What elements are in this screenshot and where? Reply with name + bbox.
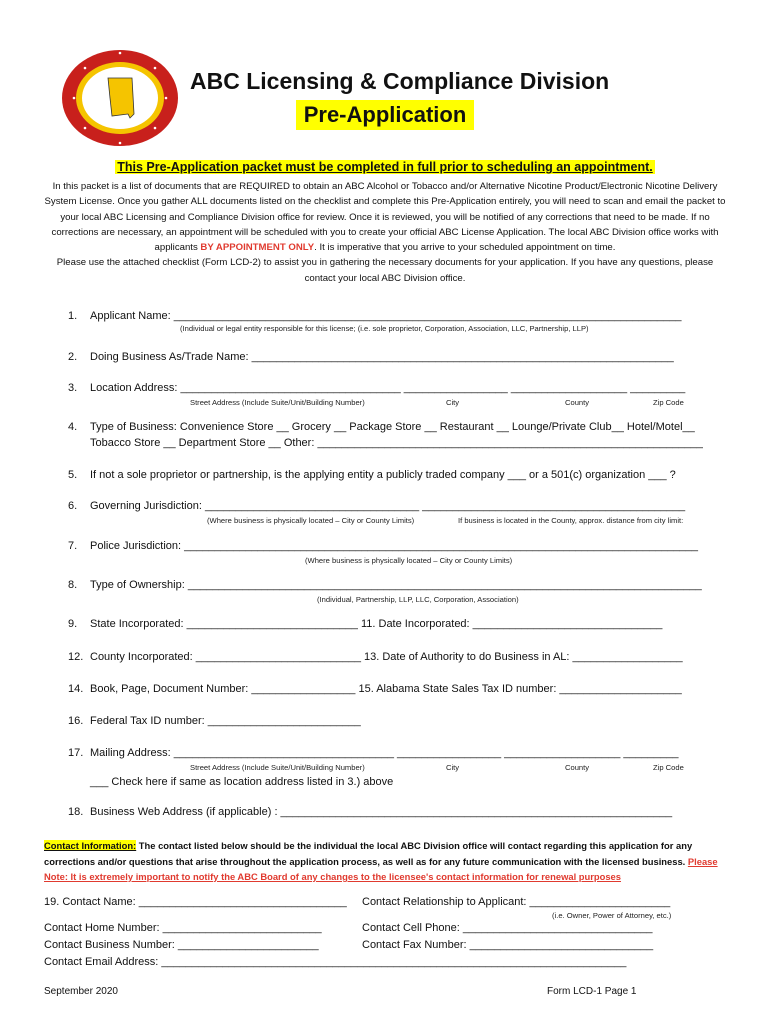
field-contact-relationship[interactable]: Contact Relationship to Applicant: _______________________ [362,896,671,908]
field-police-jurisdiction[interactable]: 7. Police Jurisdiction: ____________________________________________________________________________________ [68,540,699,552]
hint-jurisdiction-right: If business is located in the County, approx. distance from city limit: [458,516,684,525]
field-business-type[interactable]: 4. Type of Business: Convenience Store __ Grocery __ Package Store __ Restaurant __ Lounge/Private Club__ Hotel/Motel__ [68,421,695,433]
notice-text: This Pre-Application packet must be completed in full prior to scheduling an appointment. [117,160,653,174]
field-book-page[interactable]: 14. Book, Page, Document Number: _________________ 15. Alabama State Sales Tax ID number: ____________________ [68,683,682,695]
field-contact-business[interactable]: Contact Business Number: _______________________ [44,939,319,951]
hint-county: County [565,398,590,407]
field-location-address[interactable]: 3. Location Address: ____________________________________ _________________ ___________________ _________ [68,382,686,394]
hint-street: Street Address (Include Suite/Unit/Building Number) [190,398,365,407]
field-federal-tax-id[interactable]: 16. Federal Tax ID number: _________________________ [68,715,361,727]
hint-police: (Where business is physically located – City or County Limits) [305,556,513,565]
hint-mail-zip: Zip Code [653,763,684,772]
field-business-type-2[interactable]: Tobacco Store __ Department Store __ Other: _______________________________________________________________ [90,437,703,449]
field-mailing-address[interactable]: 17. Mailing Address: ____________________________________ _________________ ___________________ _________ [68,747,679,759]
hint-ownership: (Individual, Partnership, LLP, LLC, Corporation, Association) [317,595,519,604]
field-ownership[interactable]: 8. Type of Ownership: ____________________________________________________________________________________ [68,579,702,591]
field-dba-name[interactable]: 2. Doing Business As/Trade Name: _____________________________________________________________________ [68,351,674,363]
hint-zip: Zip Code [653,398,684,407]
intro-paragraph: In this packet is a list of documents that are REQUIRED to obtain an ABC Alcohol or Tobacco and/or Alternative Nicotine Product/Electronic Nicotine Delivery System License. Once you gather ALL documents listed on the checklist and complete this Pre-Application entirely, you will need to scan and email the packet to your local ABC Licensing and Compliance Division office for review. Once it is reviewed, you will be notified of any corrections that need to be made. If no corrections are necessary, an appointment will be scheduled with you to create your official ABC License Application. The local ABC Division office works with applicants BY APPOINTMENT ONLY. It is imperative that you arrive to your scheduled appointment on time. Please use the attached checklist (Form LCD-2) to assist you in gathering the necessary documents for your application. If you have any questions, please contact your local ABC Division office. [44,181,726,284]
appointment-only-emphasis: BY APPOINTMENT ONLY [200,242,315,254]
hint-applicant-name: (Individual or legal entity responsible for this license; (i.e. sole proprietor, Corporation, Association, LLC, Partnership, LLP) [180,324,589,333]
page-subtitle: Pre-Application [296,100,475,130]
footer-date: September 2020 [44,986,118,997]
field-governing-jurisdiction[interactable]: 6. Governing Jurisdiction: ___________________________________ ___________________________________________ [68,500,686,512]
hint-jurisdiction-left: (Where business is physically located – City or County Limits) [207,516,415,525]
field-contact-fax[interactable]: Contact Fax Number: ______________________________ [362,939,654,951]
field-state-incorporated[interactable]: 9. State Incorporated: ____________________________ 11. Date Incorporated: _______________________________ [68,618,663,630]
hint-mail-county: County [565,763,590,772]
footer-form-page: Form LCD-1 Page 1 [547,986,637,997]
field-web-address[interactable]: 18. Business Web Address (if applicable) : ________________________________________________________________ [68,806,673,818]
checkbox-same-address[interactable]: ___ Check here if same as location address listed in 3.) above [90,776,394,788]
hint-mail-street: Street Address (Include Suite/Unit/Building Number) [190,763,365,772]
field-contact-email[interactable]: Contact Email Address: ____________________________________________________________________________ [44,956,627,968]
contact-information-note: Contact Information: The contact listed below should be the individual the local ABC Division office will contact regarding this application for any corrections and/or questions that arise throughout the application process, as well as for any future communication with the licensed business. Please Note: It is extremely important to notify the ABC Board of any changes to the licensee's contact information for renewal purposes [44,840,718,882]
field-county-incorporated[interactable]: 12. County Incorporated: ___________________________ 13. Date of Authority to do Business in AL: __________________ [68,651,683,663]
hint-mail-city: City [446,763,460,772]
page-title: ABC Licensing & Compliance Division [190,68,610,94]
hint-relationship: (i.e. Owner, Power of Attorney, etc.) [552,911,672,920]
field-applicant-name[interactable]: 1. Applicant Name: ___________________________________________________________________________________ [68,310,682,322]
hint-city: City [446,398,460,407]
alabama-abc-seal [60,48,180,148]
field-contact-cell[interactable]: Contact Cell Phone: _______________________________ [362,922,653,934]
field-contact-home[interactable]: Contact Home Number: __________________________ [44,922,322,934]
field-contact-name[interactable]: 19. Contact Name: __________________________________ [44,896,347,908]
field-public-company[interactable]: 5. If not a sole proprietor or partnership, is the applying entity a publicly traded company ___ or a 501(c) organization ___ ? [68,469,676,481]
